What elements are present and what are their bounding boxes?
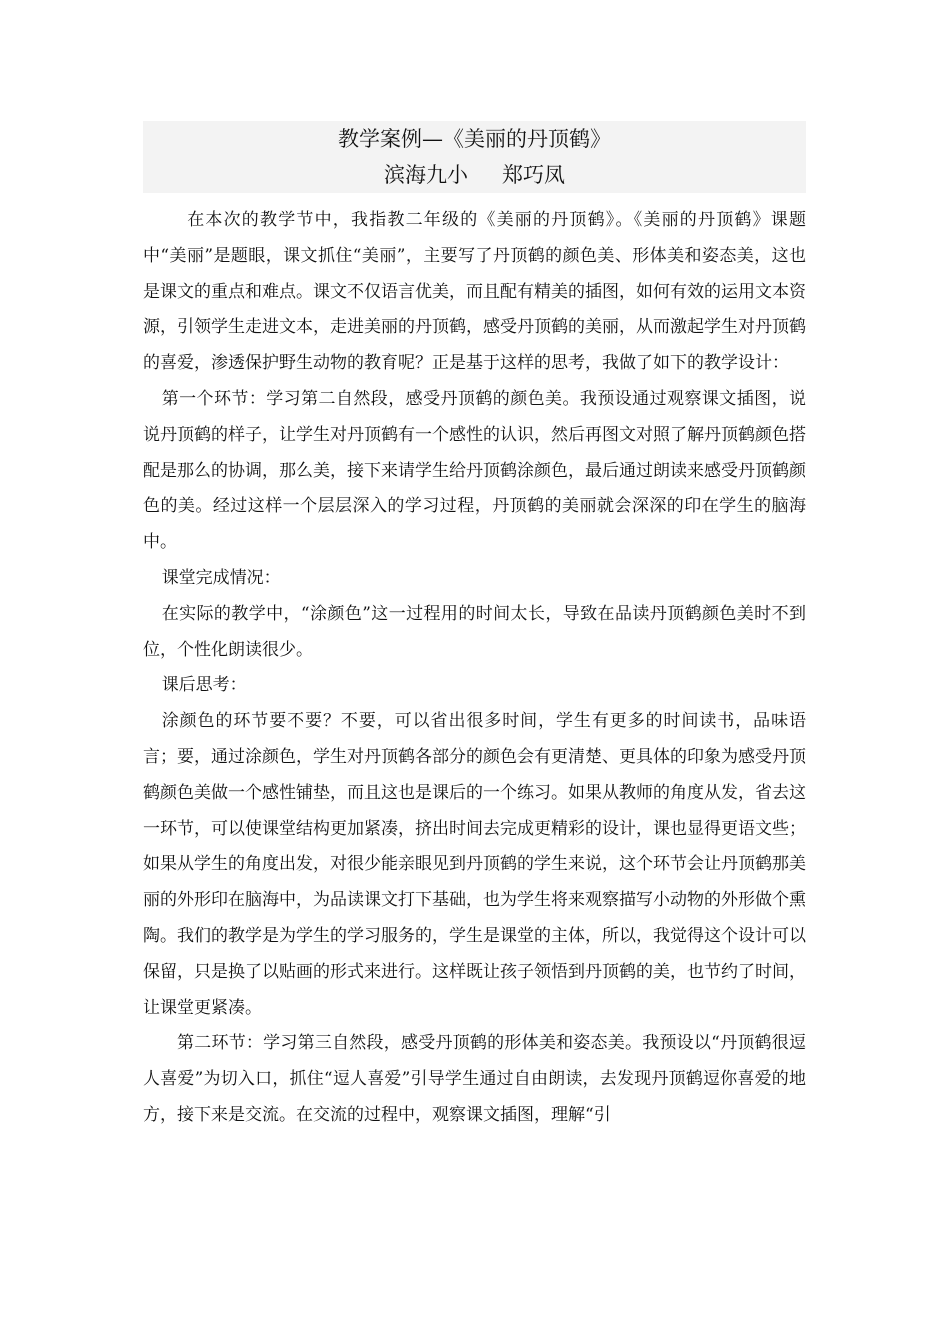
paragraph-section-two: 第二环节：学习第三自然段，感受丹顶鹤的形体美和姿态美。我预设以“丹顶鹤很逗人喜爱”为切入口，抓住“逗人喜爱”引导学生通过自由朗读，去发现丹顶鹤逗你喜爱的地方，接下来是交流。在交流的过程中，观察课文插图，理解“引 bbox=[143, 1033, 806, 1125]
document-title: 教学案例—《美丽的丹顶鹤》 bbox=[338, 127, 611, 151]
author-name: 郑巧凤 bbox=[502, 163, 565, 187]
paragraph-heading-completion: 课堂完成情况： bbox=[161, 567, 281, 588]
paragraph-section-one: 第一个环节：学习第二自然段，感受丹顶鹤的颜色美。我预设通过观察课文插图，说说丹顶鹤的样子，让学生对丹顶鹤有一个感性的认识，然后再图文对照了解丹顶鹤颜色搭配是那么的协调，那么美，接下来请学生给丹顶鹤涂颜色，最后通过朗读来感受丹顶鹤颜色的美。经过这样一个层层深入的学习过程，丹顶鹤的美丽就会深深的印在学生的脑海中。 bbox=[143, 388, 806, 553]
school-name: 滨海九小 bbox=[384, 163, 468, 187]
byline bbox=[143, 157, 806, 193]
document-body bbox=[143, 203, 806, 1134]
paragraph-intro: 在本次的教学节中，我指教二年级的《美丽的丹顶鹤》。《美丽的丹顶鹤》课题中“美丽”是题眼，课文抓住“美丽”，主要写了丹顶鹤的颜色美、形体美和姿态美，这也是课文的重点和难点。课文不仅语言优美，而且配有精美的插图，如何有效的运用文本资源，引领学生走进文本，走进美丽的丹顶鹤，感受丹顶鹤的美丽，从而激起学生对丹顶鹤的喜爱，渗透保护野生动物的教育呢？正是基于这样的思考，我做了如下的教学设计： bbox=[143, 210, 806, 374]
paragraph-reflection: 涂颜色的环节要不要？不要，可以省出很多时间，学生有更多的时间读书，品味语言；要，通过涂颜色，学生对丹顶鹤各部分的颜色会有更清楚、更具体的印象为感受丹顶鹤颜色美做一个感性铺垫，而且这也是课后的一个练习。如果从教师的角度从发，省去这一环节，可以使课堂结构更加紧凑，挤出时间去完成更精彩的设计，课也显得更语文些；如果从学生的角度出发，对很少能亲眼见到丹顶鹤的学生来说，这个环节会让丹顶鹤那美丽的外形印在脑海中，为品读课文打下基础，也为学生将来观察描写小动物的外形做个熏陶。我们的教学是为学生的学习服务的，学生是课堂的主体，所以，我觉得这个设计可以保留，只是换了以贴画的形式来进行。这样既让孩子领悟到丹顶鹤的美，也节约了时间，让课堂更紧凑。 bbox=[143, 711, 806, 1018]
paragraph-completion: 在实际的教学中，“涂颜色”这一过程用的时间太长，导致在品读丹顶鹤颜色美时不到位，个性化朗读很少。 bbox=[143, 603, 806, 660]
paragraph-heading-reflection: 课后思考： bbox=[161, 675, 247, 696]
